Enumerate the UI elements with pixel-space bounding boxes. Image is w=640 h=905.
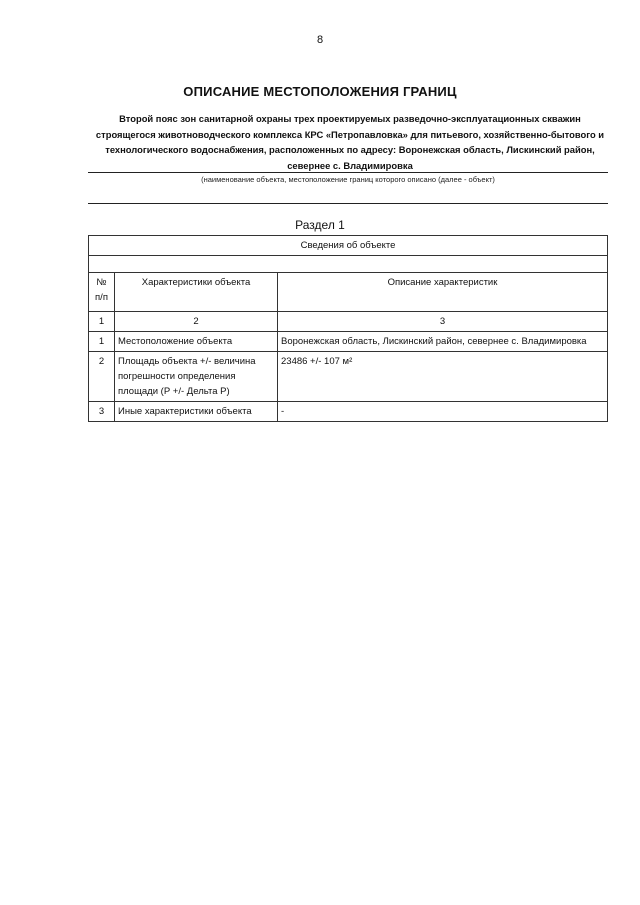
header-characteristic: Характеристики объекта [115, 273, 278, 312]
column-number-row [89, 312, 608, 332]
header-description: Описание характеристик [278, 273, 608, 312]
table-row [89, 332, 608, 352]
table-caption-row [89, 236, 608, 256]
document-title: ОПИСАНИЕ МЕСТОПОЛОЖЕНИЯ ГРАНИЦ [183, 84, 457, 99]
row-description: 23486 +/- 107 м² [278, 352, 608, 402]
row-characteristic: Иные характеристики объекта [115, 402, 278, 422]
header-num: № п/п [89, 273, 115, 312]
row-characteristic: Площадь объекта +/- величина погрешности определения площади (Р +/- Дельта Р) [115, 352, 278, 402]
column-number: 3 [278, 312, 608, 332]
table-blank-cell [89, 256, 608, 273]
underline-rule-bottom [88, 203, 608, 204]
section-title: Раздел 1 [295, 218, 345, 232]
page-number: 8 [316, 34, 324, 46]
table-header-row [89, 273, 608, 312]
object-info-table [88, 235, 608, 422]
column-number: 2 [115, 312, 278, 332]
table-row [89, 352, 608, 402]
underline-rule-top [88, 172, 608, 173]
row-num: 2 [89, 352, 115, 402]
rule-note: (наименование объекта, местоположение границ которого описано (далее - объект) [201, 175, 495, 184]
table-caption: Сведения об объекте [89, 236, 608, 256]
row-description: Воронежская область, Лискинский район, севернее с. Владимировка [278, 332, 608, 352]
row-num: 3 [89, 402, 115, 422]
row-characteristic: Местоположение объекта [115, 332, 278, 352]
document-subtitle: Второй пояс зон санитарной охраны трех проектируемых разведочно-эксплуатационных скважин строящегося животноводческого комплекса КРС «Петропавловка» для питьевого, хозяйственно-бытового и технологического водоснабжения, расположенных по адресу: Воронежская область, Лискинский район, севернее с. Владимировка [95, 113, 605, 171]
row-description: - [278, 402, 608, 422]
row-num: 1 [89, 332, 115, 352]
table-blank-row [89, 256, 608, 273]
table-row [89, 402, 608, 422]
column-number: 1 [89, 312, 115, 332]
